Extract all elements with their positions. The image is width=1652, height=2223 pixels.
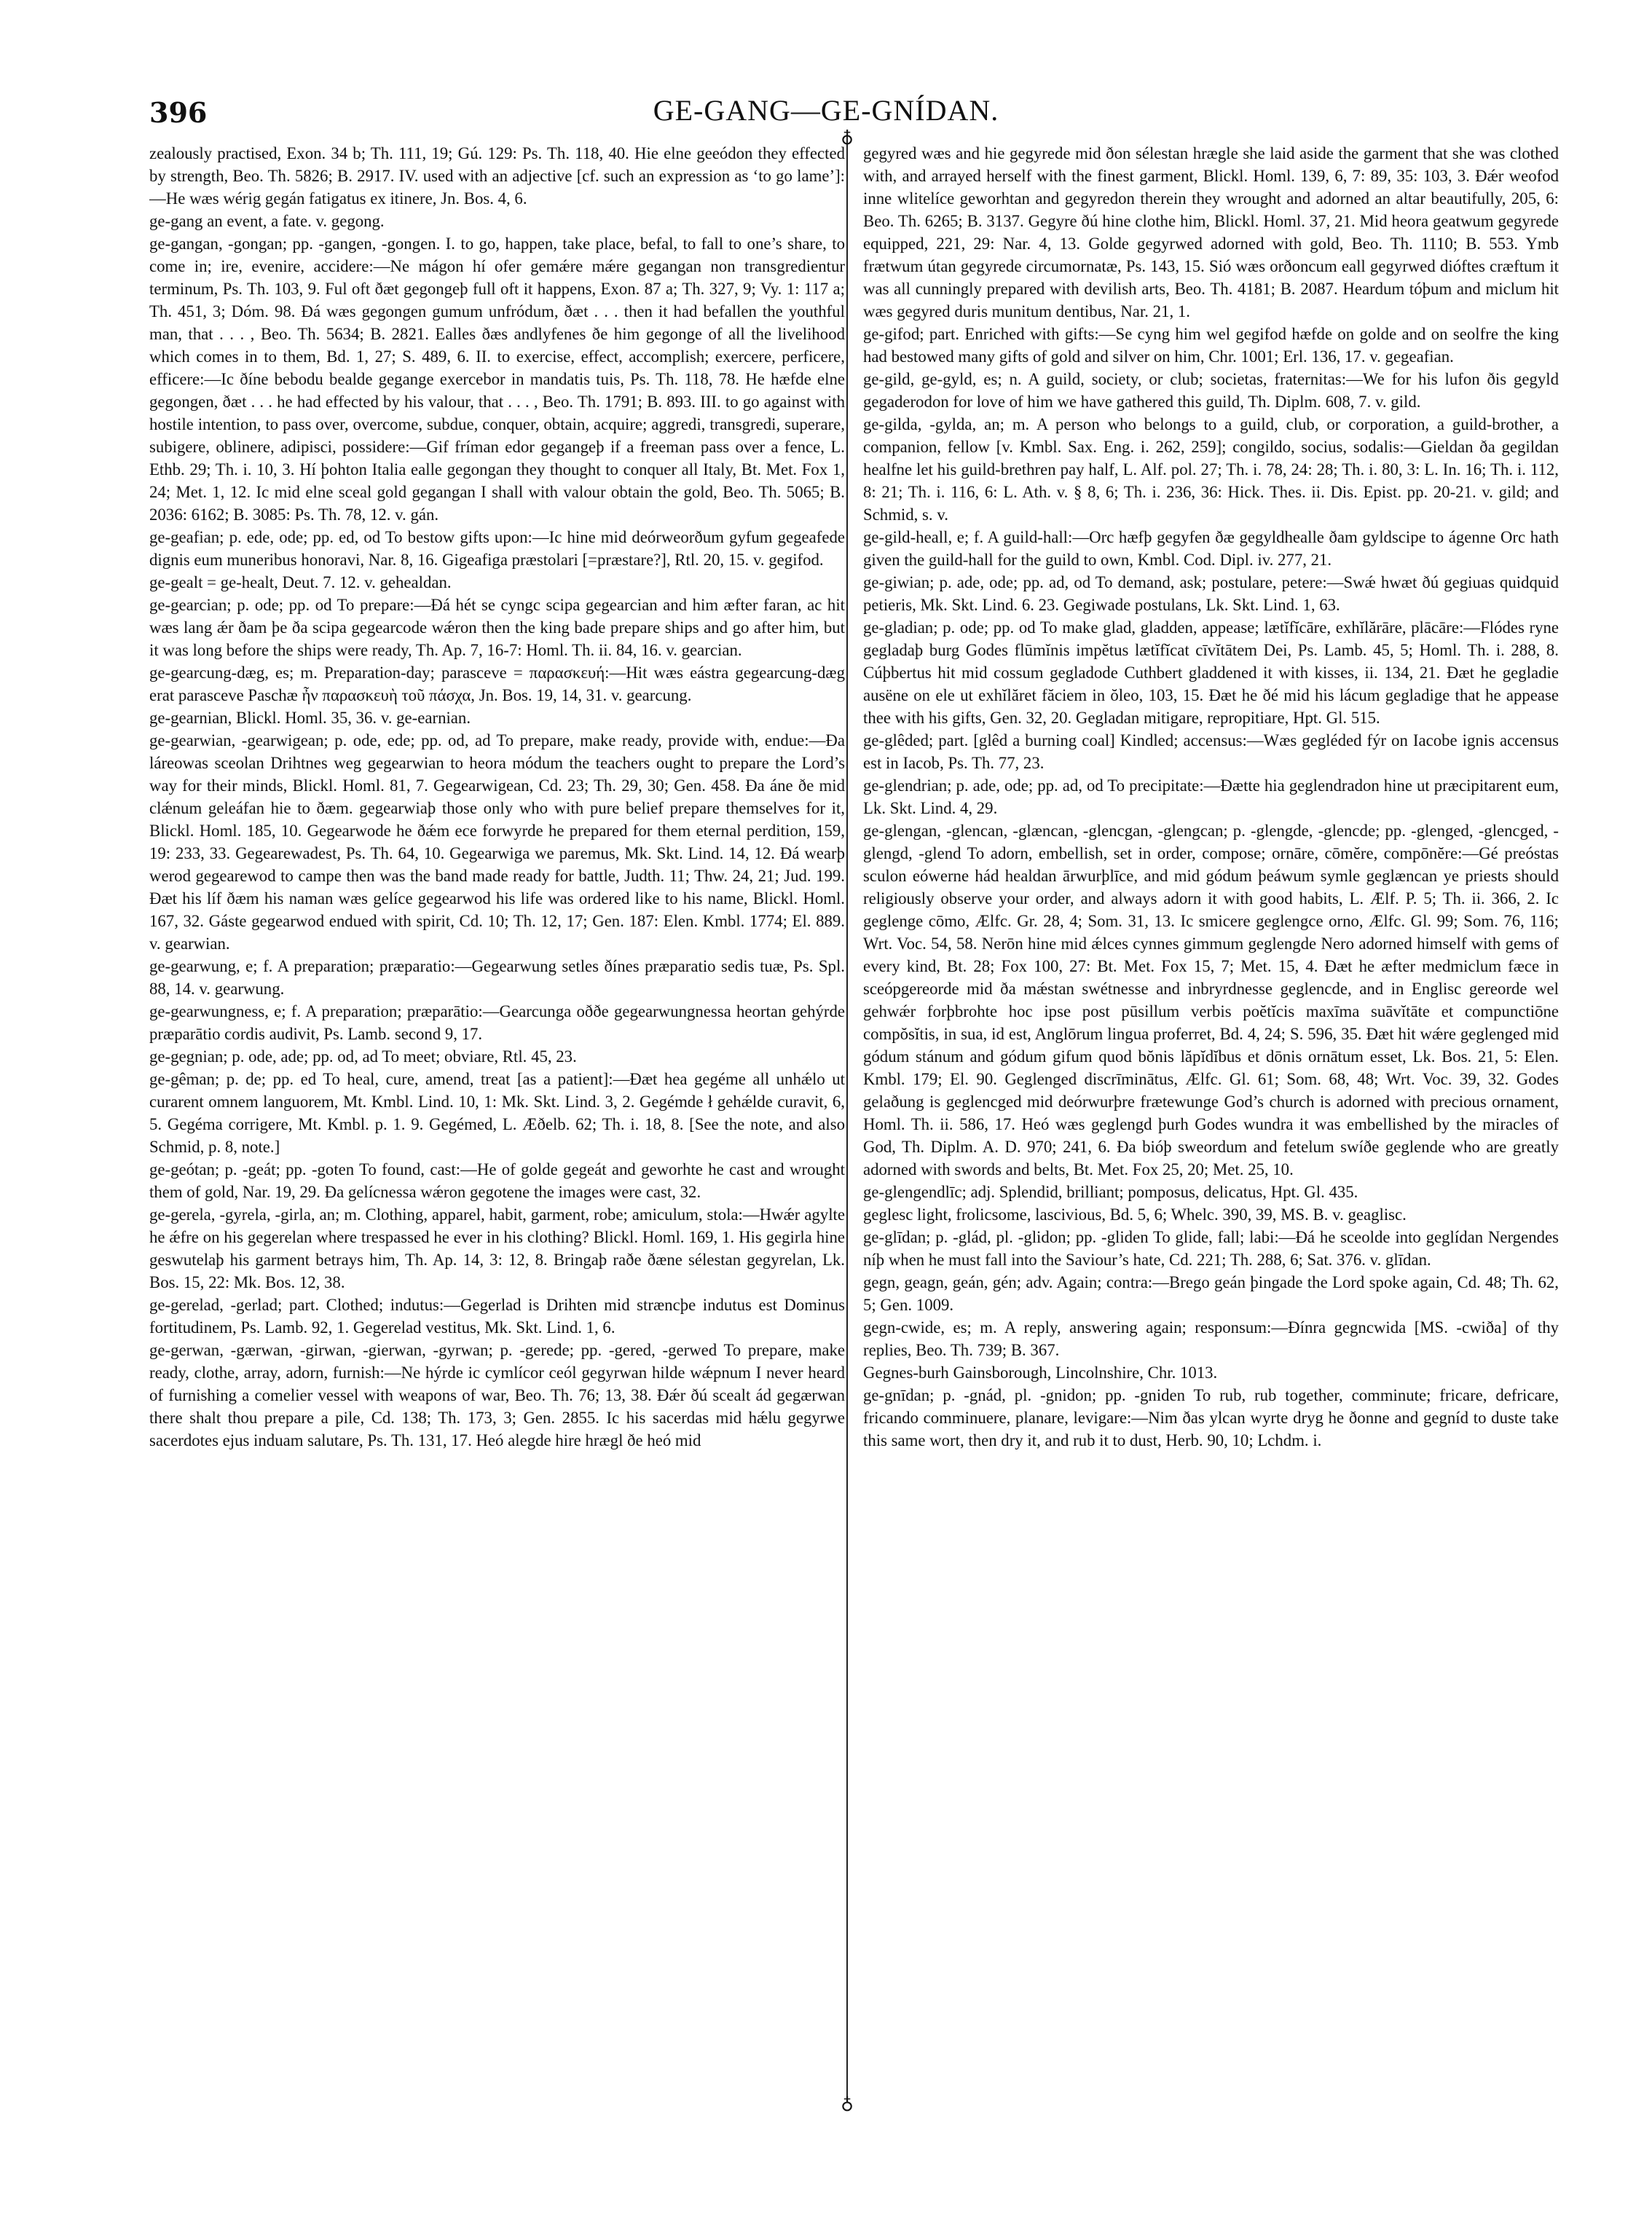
dictionary-entry: ge-glendrian; p. ade, ode; pp. ad, od To precipitate:—Ðætte hia geglendradon hine ut præcipitarent eum, Lk. Skt. Lind. 4, 29. [863, 776, 1559, 817]
dictionary-entry: ge-gearnian, Blickl. Homl. 35, 36. v. ge-earnian. [149, 709, 471, 727]
running-head: GE-GANG—GE-GNÍDAN. [653, 94, 999, 127]
dictionary-entry: ge-gearcian; p. ode; pp. od To prepare:—Ðá hét se cyngc scipa gegearcian and him æfter faran, ac hit wæs lang ǽr ðam þe ða scipa gegearcode wǽron then the king bade prepare ships and go after him, but it was long before the ships were ready, Th. Ap. 7, 16-7: Homl. Th. ii. 84, 16. v. gearcian. [149, 596, 845, 659]
dictionary-entry: ge-glengendlīc; adj. Splendid, brilliant; pomposus, delicatus, Hpt. Gl. 435. [863, 1183, 1358, 1201]
dictionary-entry: ge-gladian; p. ode; pp. od To make glad, gladden, appease; lætĭfĭcāre, exhĭlărāre, plācāre:—Flódes ryne gegladaþ burg Godes flūmĭnis impĕtus lætĭfĭcat cīvĭtātem Dei, Ps. Lamb. 45, 5; Homl. Th. i. 288, 8. Cúþbertus hit mid cossum gegladode Cuthbert gladdened it with kisses, ii. 134, 21. Ðæt he gegladie ausëne on ele ut exhĭlăret făciem in ŏleo, 103, 15. Ðæt he ðé mid his lácum gegladige that he appease thee with his gifts, Gen. 32, 20. Gegladan mitigare, repropitiare, Hpt. Gl. 515. [863, 618, 1559, 727]
dictionary-entry: geglesc light, frolicsome, lascivious, Bd. 5, 6; Whelc. 390, 39, MS. B. v. geaglisc. [863, 1205, 1407, 1224]
dictionary-entry: ge-gangan, -gongan; pp. -gangen, -gongen. I. to go, happen, take place, befal, to fall to one’s share, to come in; ire, evenire, accidere:—Ne mágon hí ofer gemǽre mǽre gegangan non transgredientur terminum, Ps. Th. 103, 9. Ful oft ðæt gegongeþ full oft it happens, Exon. 87 a; Th. 327, 9; Vy. 1: 117 a; Th. 451, 3; Dóm. 98. Ðá wæs gegongen gumum unfródum, ðæt . . . then it had befallen the youthful man, that . . . , Beo. Th. 5634; B. 2821. Ealles ðæs andlyfenes ðe him gegonge of all the livelihood which comes in to them, Bd. 1, 27; S. 489, 6. II. to exercise, effect, accomplish; exercere, perficere, efficere:—Ic ðíne bebodu bealde gegange exercebor in mandatis tuis, Ps. Th. 118, 78. He hæfde elne gegongen, ðæt . . . he had effected by his valour, that . . . , Beo. Th. 1791; B. 893. III. to go against with hostile intention, to pass over, overcome, subdue, conquer, obtain, acquire; aggredi, transgredi, superare, subigere, oblinere, adipisci, possidere:—Gif fríman edor gegangeþ if a freeman pass over a fence, L. Ethb. 29; Th. i. 10, 3. Hí þohton Italia ealle gegongan they thought to conquer all Italy, Bt. Met. Fox 1, 24; Met. 1, 12. Ic mid elne sceal gold gegangan I shall with valour obtain the gold, Beo. Th. 5065; B. 2036: 6162; B. 3085: Ps. Th. 78, 12. v. gán. [149, 235, 845, 524]
dictionary-entry: ge-gilda, -gylda, an; m. A person who belongs to a guild, club, or corporation, a guild-brother, a companion, fellow [v. Kmbl. Sax. Eng. i. 262, 259]; congildo, socius, sodalis:—Gieldan ða gegildan healfne let his guild-brethren pay half, L. Alf. pol. 27; Th. i. 78, 24: 28; Th. i. 80, 3: L. In. 16; Th. i. 112, 8: 21; Th. i. 116, 6: L. Ath. v. § 8, 6; Th. i. 236, 36: Hick. Thes. ii. Dis. Epist. pp. 20-21. v. gild; and Schmid, s. v. [863, 415, 1559, 524]
dictionary-entry: ge-gerwan, -gærwan, -girwan, -gierwan, -gyrwan; p. -gerede; pp. -gered, -gerwed To prepare, make ready, clothe, array, adorn, furnish:—Ne hýrde ic cymlícor ceól gegyrwan hilde wǽpnum I never heard of furnishing a comelier vessel with weapons of war, Beo. Th. 76; 13, 38. Ðǽr ðú scealt ád gegærwan there shalt thou prepare a pile, Cd. 138; Th. 173, 3; Gen. 2855. Ic his sacerdas mid hǽlu gegyrwe sacerdotes ejus induam salutare, Ps. Th. 131, 17. Heó alegde hire hrægl ðe heó mid [149, 1341, 845, 1449]
dictionary-entry: gegn-cwide, es; m. A reply, answering again; responsum:—Ðínra gegncwida [MS. -cwiða] of thy replies, Beo. Th. 739; B. 367. [863, 1318, 1559, 1359]
dictionary-entry: ge-gearwungness, e; f. A preparation; præparātio:—Gearcunga oððe gegearwungnessa heortan gehýrde præparātio cordis audivit, Ps. Lamb. second 9, 17. [149, 1002, 845, 1043]
column-ornament-bottom-icon: ♁ [841, 2095, 854, 2115]
left-column [149, 142, 845, 2065]
page-number: 396 [149, 96, 208, 129]
dictionary-entry: ge-gerela, -gyrela, -girla, an; m. Clothing, apparel, habit, garment, robe; amiculum, stola:—Hwǽr agylte he ǽfre on his gegerelan where trespassed he ever in his clothing? Blickl. Homl. 169, 1. His gegirla hine geswutelaþ his garment betrays him, Th. Ap. 14, 3: 12, 8. Bringaþ raðe ðæne sélestan gegyrelan, Lk. Bos. 15, 22: Mk. Bos. 12, 38. [149, 1205, 845, 1291]
dictionary-entry: ge-geótan; p. -geát; pp. -goten To found, cast:—He of golde gegeát and geworhte he cast and wrought them of gold, Nar. 19, 29. Ða gelícnessa wǽron gegotene the images were cast, 32. [149, 1160, 845, 1201]
dictionary-entry: ge-gearwung, e; f. A preparation; præparatio:—Gegearwung setles ðínes præparatio sedis tuæ, Ps. Spl. 88, 14. v. gearwung. [149, 957, 845, 998]
dictionary-entry: ge-gealt = ge-healt, Deut. 7. 12. v. gehealdan. [149, 573, 452, 591]
dictionary-entry: Gegnes-burh Gainsborough, Lincolnshire, Chr. 1013. [863, 1364, 1218, 1382]
dictionary-entry: gegn, geagn, geán, gén; adv. Again; contra:—Brego geán þingade the Lord spoke again, Cd. 48; Th. 62, 5; Gen. 1009. [863, 1273, 1559, 1314]
dictionary-entry: ge-geafian; p. ede, ode; pp. ed, od To bestow gifts upon:—Ic hine mid deórweorðum gyfum gegeafede dignis eum muneribus honoravi, Nar. 8, 16. Gigeafiga præstolari [=præstare?], Rtl. 20, 15. v. gegifod. [149, 528, 845, 569]
dictionary-entry: ge-glengan, -glencan, -glæncan, -glencgan, -glengcan; p. -glengde, -glencde; pp. -glenged, -glencged, -glengd, -glend To adorn, embellish, set in order, compose; ornāre, cōmĕre, compōnĕre:—Gé preóstas sculon eówerne hád healdan ārwurþlīce, and mid gódum þeáwum symle geglæncan ye priests should religiously observe your order, and always adorn it with good habits, L. Ælf. P. 5; Th. ii. 366, 2. Ic geglenge cōmo, Ælfc. Gr. 28, 4; Som. 31, 13. Ic smicere geglengce orno, Ælfc. Gl. 99; Som. 76, 116; Wrt. Voc. 54, 58. Nerōn hine mid ǽlces cynnes gimmum geglengde Nero adorned himself with gems of every kind, Bt. 28; Fox 100, 27: Bt. Met. Fox 15, 7; Met. 15, 4. Ðæt he æfter medmiclum fæce in sceópgereorde mid ða mǽstan swétnesse and inbryrdnesse geglencde, and in Englisc gereorde wel gehwǽr forþbrohte hoc ipse post pūsillum verbis poĕtĭcis maxīma suāvĭtāte et compunctiōne compŏsĭtis, in sua, id est, Anglōrum lingua proferret, Bd. 4, 24; S. 596, 35. Ðæt hit wǽre geglenged mid gódum stánum and gódum gifum quod bŏnis lăpĭdĭbus et dōnis ornātum esset, Lk. Bos. 21, 5: Elen. Kmbl. 179; El. 90. Geglenged discrīminātus, Ælfc. Gl. 61; Som. 68, 48; Wrt. Voc. 39, 32. Godes gelaðung is geglencged mid deórwurþre frætewunge God’s church is adorned with precious ornament, Homl. Th. ii. 586, 17. Heó wæs geglengd þurh Godes wundra it was embellished by the miracles of God, Th. Diplm. A. D. 970; 241, 6. Ða bióþ sweordum and fetelum swíðe geglende who are greatly adorned with swords and belts, Bt. Met. Fox 25, 20; Met. 25, 10. [863, 822, 1559, 1179]
dictionary-entry: ge-gifod; part. Enriched with gifts:—Se cyng him wel gegifod hæfde on golde and on seolfre the king had bestowed many gifts of gold and silver on him, Chr. 1001; Erl. 136, 17. v. gegeafian. [863, 325, 1559, 366]
dictionary-entry: ge-gearcung-dæg, es; m. Preparation-day; parasceve = παρασκευή:—Hit wæs eástra gegearcung-dæg erat parasceve Paschæ ἦν παρασκευὴ τοῦ πάσχα, Jn. Bos. 19, 14, 31. v. gearcung. [149, 664, 845, 704]
dictionary-entry: ge-glêded; part. [glêd a burning coal] Kindled; accensus:—Wæs gegléded fýr on Iacobe ignis accensus est in Iacob, Ps. Th. 77, 23. [863, 731, 1559, 772]
dictionary-entry: ge-gang an event, a fate. v. gegong. [149, 212, 385, 230]
dictionary-entry: ge-gild-heall, e; f. A guild-hall:—Orc hæfþ gegyfen ðæ gegyldhealle ðam gyldscipe to ágenne Orc hath given the guild-hall for the guild to own, Kmbl. Cod. Dipl. iv. 277, 21. [863, 528, 1559, 569]
dictionary-entry: zealously practised, Exon. 34 b; Th. 111, 19; Gú. 129: Ps. Th. 118, 40. Hie elne geeódon they effected by strength, Beo. Th. 5826; B. 2917. IV. used with an adjective [cf. such an expression as ‘to go lame’]:—He wæs wérig gegán fatigatus ex itinere, Jn. Bos. 4, 6. [149, 144, 845, 208]
dictionary-entry: ge-gegnian; p. ode, ade; pp. od, ad To meet; obviare, Rtl. 45, 23. [149, 1047, 577, 1066]
dictionary-entry: ge-gnīdan; p. -gnád, pl. -gnidon; pp. -gniden To rub, rub together, comminute; fricare, defricare, fricando comminuere, planare, levigare:—Nim ðas ylcan wyrte dryg he ðonne and gegníd to duste take this same wort, then dry it, and rub it to dust, Herb. 90, 10; Lchdm. i. [863, 1386, 1559, 1449]
dictionary-entry: ge-giwian; p. ade, ode; pp. ad, od To demand, ask; postulare, petere:—Swǽ hwæt ðú gegiuas quidquid petieris, Mk. Skt. Lind. 6. 23. Gegiwade postulans, Lk. Skt. Lind. 1, 63. [863, 573, 1559, 614]
dictionary-entry: ge-gerelad, -gerlad; part. Clothed; indutus:—Gegerlad is Drihten mid stræncþe indutus est Dominus fortitudinem, Ps. Lamb. 92, 1. Gegerelad vestitus, Mk. Skt. Lind. 1, 6. [149, 1296, 845, 1337]
dictionary-entry: ge-gild, ge-gyld, es; n. A guild, society, or club; societas, fraternitas:—We for his lufon ðis gegyld gegaderodon for love of him we have gathered this guild, Th. Diplm. 608, 7. v. gild. [863, 370, 1559, 411]
right-column [863, 142, 1559, 2065]
dictionary-entry: ge-gêman; p. de; pp. ed To heal, cure, amend, treat [as a patient]:—Ðæt hea gegéme all unhǽlo ut curarent omnem languorem, Mt. Kmbl. Lind. 10, 1: Mk. Skt. Lind. 3, 2. Gegémde ł gehǽlde curavit, 6, 5. Gegéma corrigere, Mt. Kmbl. p. 1. 9. Gegémed, L. Æðelb. 62; Th. i. 18, 8. [See the note, and also Schmid, p. 8, note.] [149, 1070, 845, 1156]
dictionary-entry: gegyred wæs and hie gegyrede mid ðon sélestan hrægle she laid aside the garment that she was clothed with, and arrayed herself with the finest garment, Blickl. Homl. 139, 6, 7: 89, 35: 103, 3. Ðǽr weofod inne wlitelíce geworhtan and gegyredon therein they wrought and adorned an altar beautifully, 205, 6: Beo. Th. 6265; B. 3137. Gegyre ðú hine clothe him, Blickl. Homl. 37, 21. Mid heora geatwum gegyrede equipped, 221, 29: Nar. 4, 13. Golde gegyrwed adorned with gold, Beo. Th. 1110; B. 553. Ymb frætwum útan gegyrede circumornatæ, Ps. 143, 15. Sió wæs orðoncum eall gegyrwed dióftes cræftum it was all cunningly prepared with devilish arts, Beo. Th. 4181; B. 2087. Heardum tóþum and miclum hit wæs gegyred duris munitum dentibus, Nar. 21, 1. [863, 144, 1559, 320]
dictionary-entry: ge-gearwian, -gearwigean; p. ode, ede; pp. od, ad To prepare, make ready, provide with, endue:—Ða láreowas sceolan Drihtnes weg gegearwian to heora módum the teachers ought to prepare the Lord’s way for their minds, Blickl. Homl. 81, 7. Gegearwigean, Cd. 23; Th. 29, 30; Gen. 458. Ða áne ðe mid clǽnum geleáfan hie to ðæm. gegearwiaþ those only who with pure belief prepare themselves for it, Blickl. Homl. 185, 10. Gegearwode he ðǽm ece forwyrde he prepared for them eternal perdition, 159, 19: 233, 33. Gegearewadest, Ps. Th. 64, 10. Gegearwiga we paremus, Mk. Skt. Lind. 14, 12. Ðá wearþ werod gegearewod to campe then was the band made ready for battle, Judth. 11; Thw. 24, 21; Jud. 199. Ðæt his líf ðæm his naman wæs gelíce gegearwod his life was ordered like to his name, Blickl. Homl. 167, 32. Gáste gegearwod endued with spirit, Cd. 10; Th. 12, 17; Gen. 187: Elen. Kmbl. 1774; El. 889. v. gearwian. [149, 731, 845, 953]
column-ornament-top-icon: ♁ [841, 128, 854, 149]
column-divider [846, 135, 848, 2101]
dictionary-entry: ge-glīdan; p. -glád, pl. -glidon; pp. -gliden To glide, fall; labi:—Ðá he sceolde into geglídan Nergendes níþ when he must fall into the Saviour’s hate, Cd. 221; Th. 288, 6; Sat. 376. v. glīdan. [863, 1228, 1559, 1269]
